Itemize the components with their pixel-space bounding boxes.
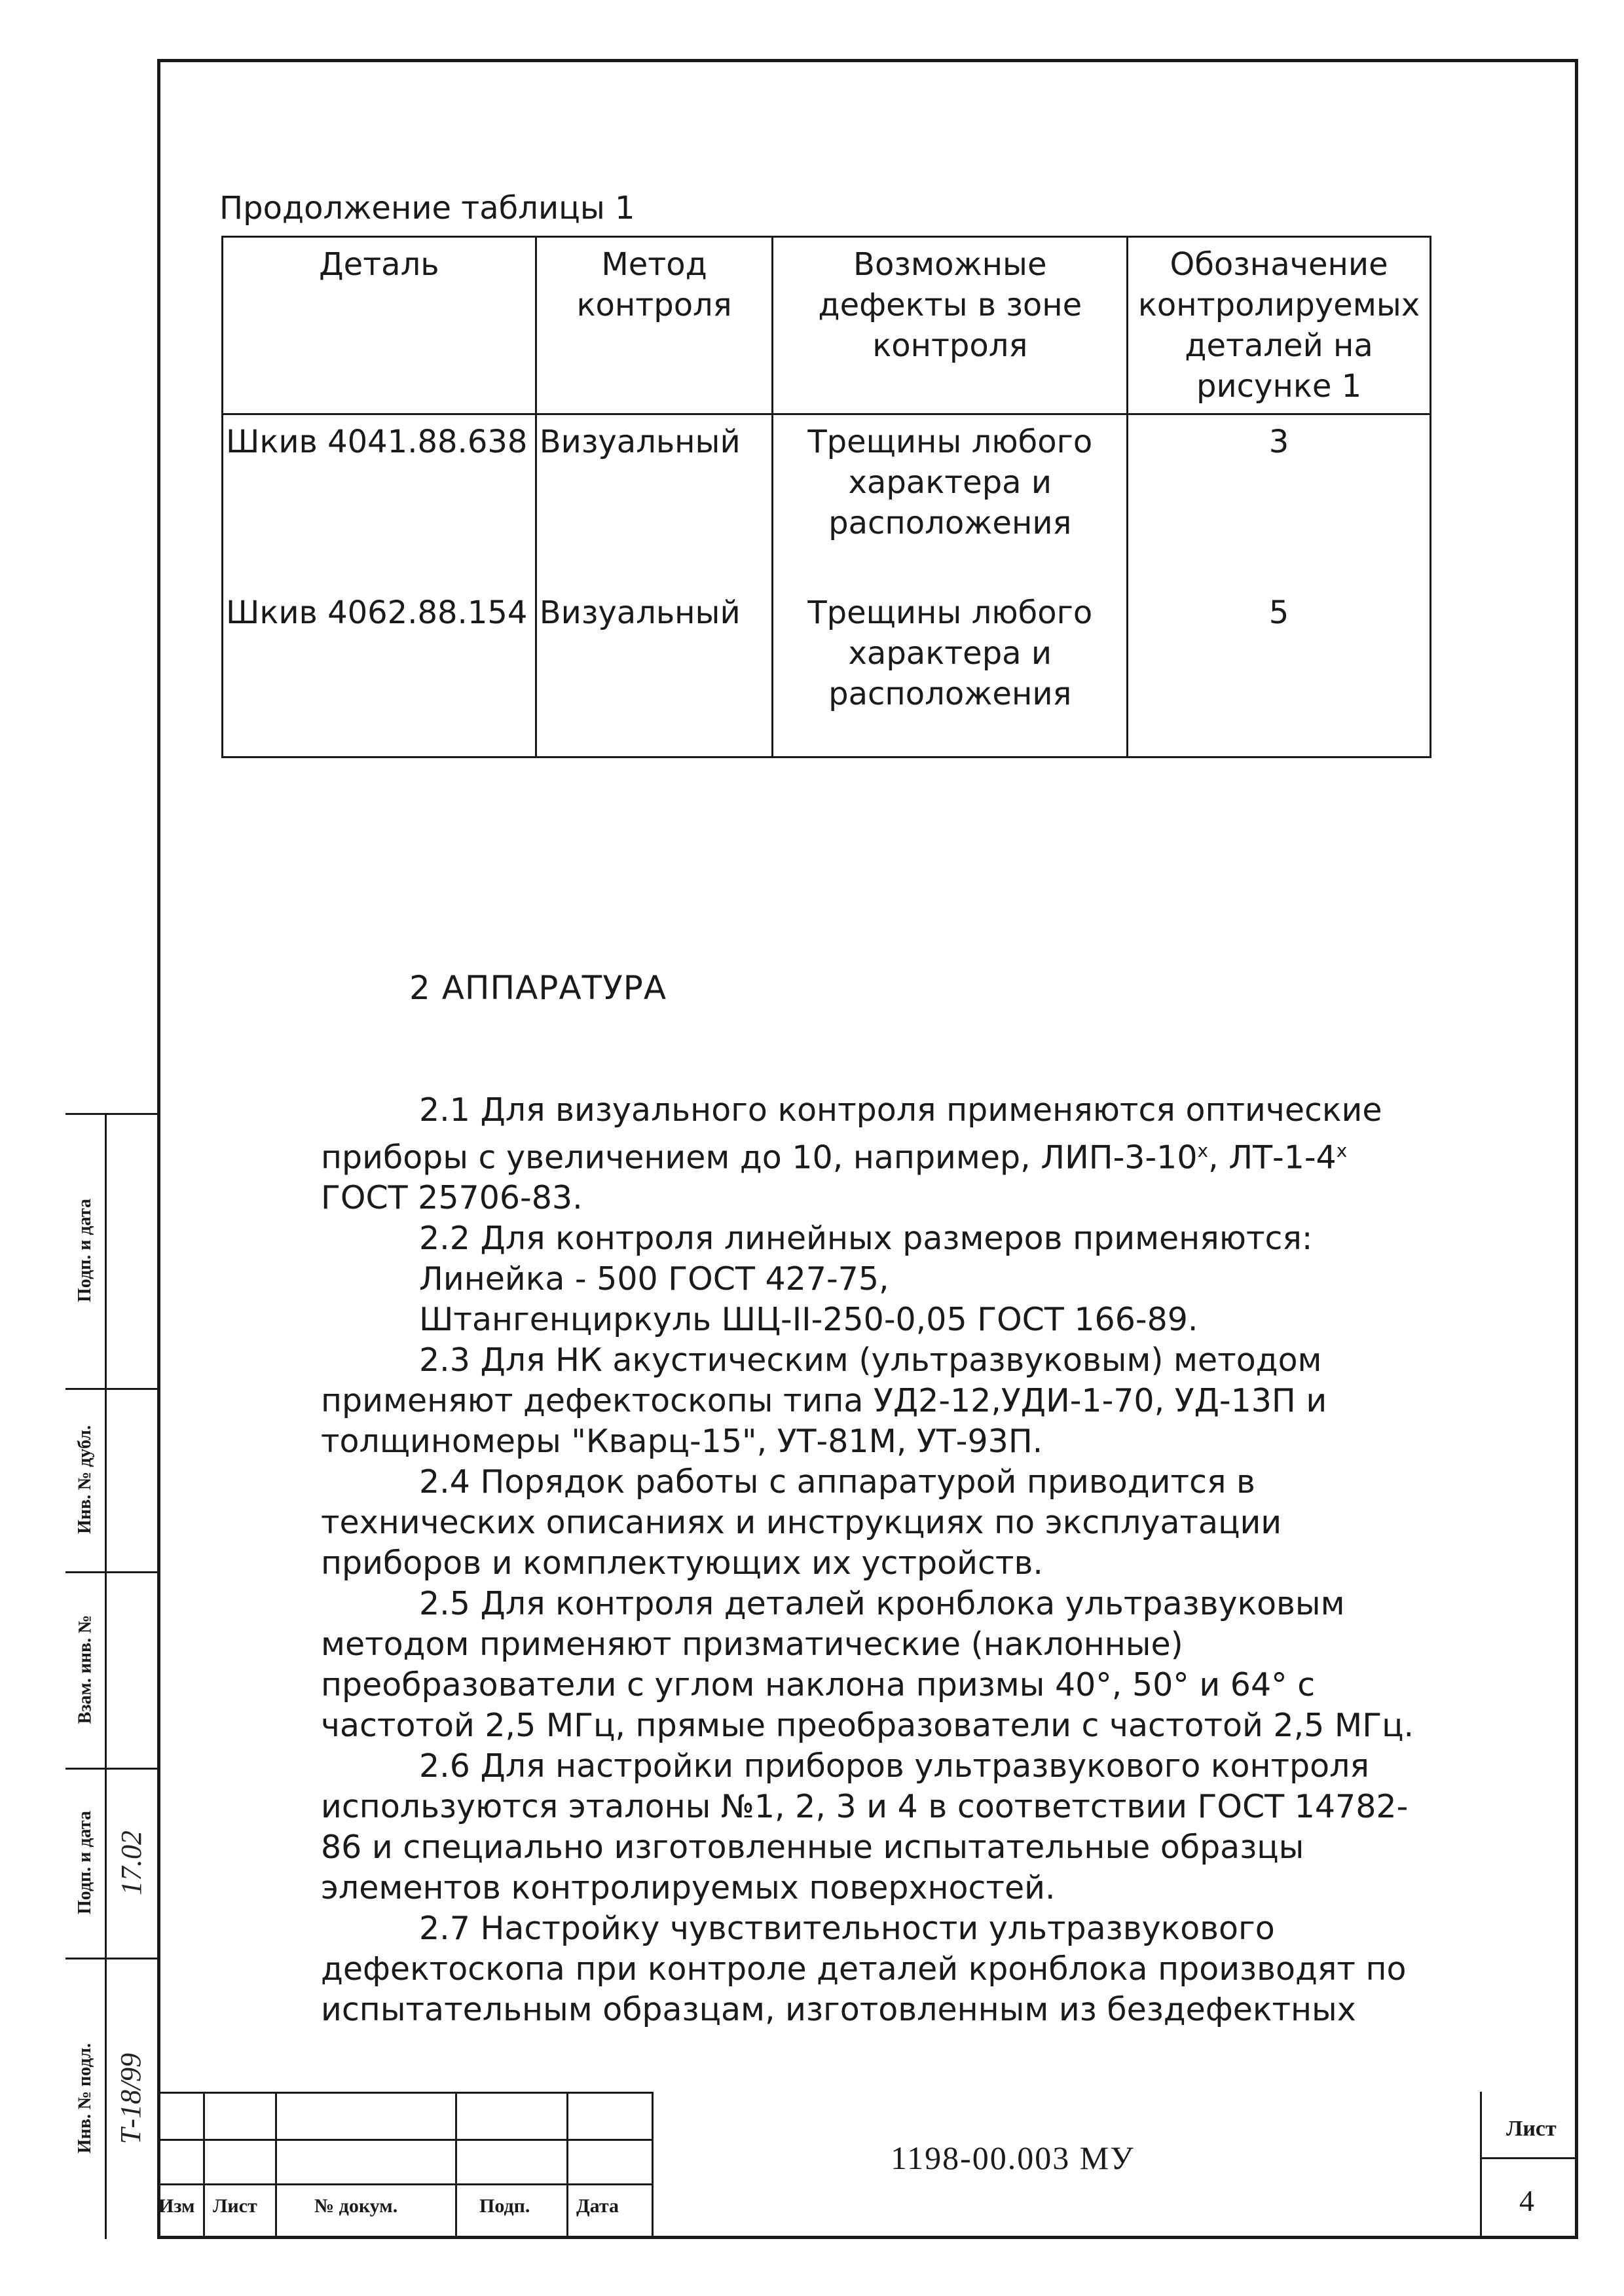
- paragraph-text: 2.1 Для визуального контроля применяются оптические приборы с увеличением до 10, например, ЛИП-3-10: [321, 1091, 1382, 1176]
- table-header-cell: Деталь: [223, 237, 536, 414]
- paragraph-2-6: 2.6 Для настройки приборов ультразвукового контроля используются эталоны №1, 2, 3 и 4 в соответствии ГОСТ 14782-86 и специально изготовленные испытательные образцы элементов контролируемых поверхностей.: [321, 1747, 1409, 1907]
- table-cell: Шкив 4062.88.154: [223, 586, 536, 757]
- title-block-line: [157, 2092, 652, 2094]
- title-block-line: [455, 2092, 457, 2239]
- side-label: Инв. № дубл.: [75, 1425, 96, 1534]
- paragraph-2-2-line: Штангенциркуль ШЦ-II-250-0,05 ГОСТ 166-89.: [419, 1301, 1198, 1339]
- side-stamp: [65, 1113, 157, 2239]
- table-header-row: [223, 237, 1431, 414]
- handwritten-date: 17.02: [115, 1830, 147, 1895]
- side-label: Взам. инв. №: [75, 1614, 95, 1724]
- title-block-line: [566, 2092, 568, 2239]
- section-title: 2 АППАРАТУРА: [409, 969, 667, 1007]
- title-block-line: [157, 2183, 652, 2185]
- table-header-cell: Метод контроля: [536, 237, 773, 414]
- table-row: [223, 414, 1431, 586]
- body-text: [321, 1090, 1434, 2030]
- side-label: Подп. и дата: [75, 1811, 95, 1914]
- table-cell: 3: [1128, 414, 1431, 586]
- paragraph-2-2-line: Линейка - 500 ГОСТ 427-75,: [419, 1260, 889, 1298]
- paragraph-2-2: 2.2 Для контроля линейных размеров применяются:: [419, 1220, 1313, 1258]
- paragraph-2-3: 2.3 Для НК акустическим (ультразвуковым) методом применяют дефектоскопы типа УД2-12,УДИ-1-70, УД-13П и толщиномеры "Кварц-15", УТ-81М, УТ-93П.: [321, 1341, 1327, 1461]
- table-header-cell: Обозначение контролируемых деталей на рисунке 1: [1128, 237, 1431, 414]
- table-cell: Трещины любого характера и расположения: [773, 414, 1128, 586]
- side-label: Инв. № подл.: [75, 2043, 95, 2154]
- paragraph-2-7: 2.7 Настройку чувствительности ультразвукового дефектоскопа при контроле деталей кронблока производят по испытательным образцам, изготовленным из бездефектных: [321, 1910, 1407, 2029]
- sheet-number: 4: [1519, 2184, 1534, 2217]
- column-label: № докум.: [314, 2195, 398, 2217]
- table-cell: Трещины любого характера и расположения: [773, 586, 1128, 757]
- paragraph-2-5: 2.5 Для контроля деталей кронблока ультразвуковым методом применяют призматические (наклонные) преобразователи с углом наклона призмы 40°, 50° и 64° с частотой 2,5 МГц, прямые преобразователи с частотой 2,5 МГц.: [321, 1585, 1414, 1745]
- document-code: 1198-00.003 МУ: [891, 2140, 1135, 2176]
- table-cell: Шкив 4041.88.638: [223, 414, 536, 586]
- title-block-line: [157, 2139, 652, 2141]
- table-cell: Визуальный: [536, 414, 773, 586]
- table-header-cell: Возможные дефекты в зоне контроля: [773, 237, 1128, 414]
- title-block-line: [1480, 2092, 1482, 2239]
- paragraph-2-4: 2.4 Порядок работы с аппаратурой приводится в технических описаниях и инструкциях по эксплуатации приборов и комплектующих их устройств.: [321, 1463, 1282, 1582]
- paragraph-2-1: [321, 1090, 1434, 1218]
- title-block-line: [203, 2092, 205, 2239]
- defects-table: [221, 236, 1431, 758]
- column-label: Подп.: [479, 2195, 530, 2217]
- title-block-line: [652, 2092, 654, 2239]
- superscript: x: [1197, 1140, 1209, 1161]
- table-cell: Визуальный: [536, 586, 773, 757]
- table-continuation-label: Продолжение таблицы 1: [219, 190, 635, 227]
- table-row: [223, 586, 1431, 757]
- title-block: [157, 2092, 1578, 2239]
- title-block-line: [1480, 2157, 1578, 2159]
- sheet-label: Лист: [1506, 2117, 1557, 2141]
- handwritten-inventory-number: Т-18/99: [115, 2052, 147, 2144]
- column-label: Изм: [158, 2195, 195, 2217]
- column-label: Лист: [213, 2195, 257, 2217]
- table-cell: 5: [1128, 586, 1431, 757]
- title-block-line: [275, 2092, 277, 2239]
- paragraph-text: ГОСТ 25706-83.: [321, 1179, 583, 1217]
- column-label: Дата: [576, 2195, 619, 2217]
- paragraph-text: , ЛТ-1-4: [1208, 1139, 1337, 1176]
- side-label: Подп. и дата: [75, 1199, 95, 1302]
- superscript: x: [1336, 1140, 1348, 1161]
